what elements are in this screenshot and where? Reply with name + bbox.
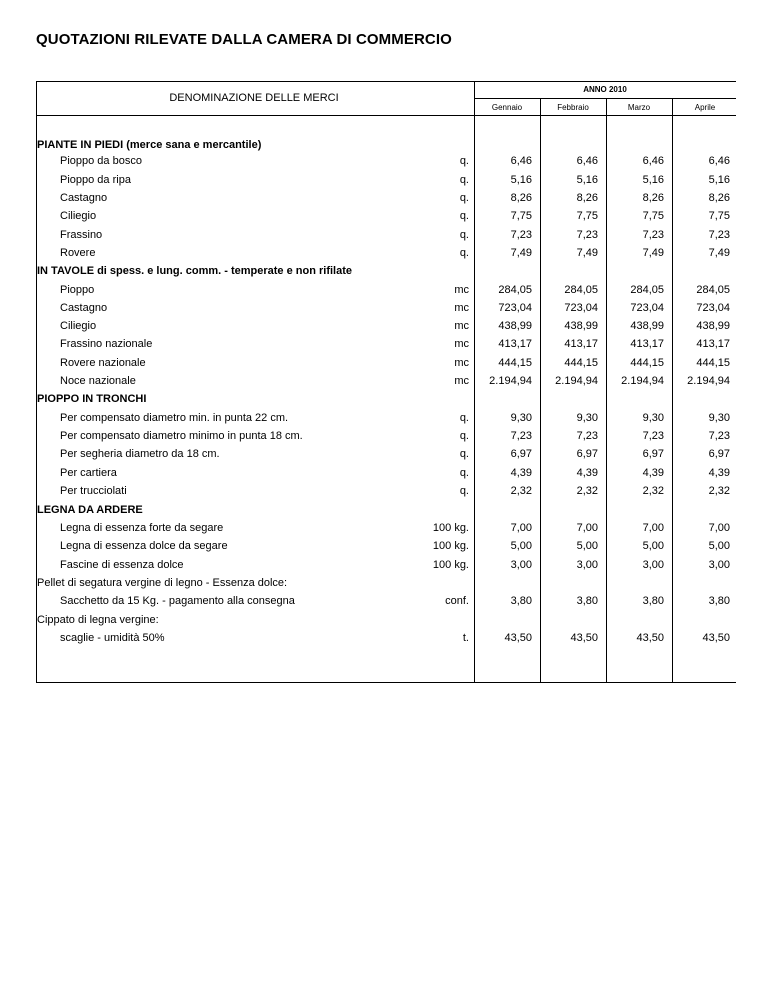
unit-cell: q. xyxy=(459,412,469,424)
table-row xyxy=(0,373,768,391)
value-marzo: 8,26 xyxy=(642,192,664,204)
value-gennaio: 6,46 xyxy=(510,155,532,167)
value-aprile: 7,23 xyxy=(708,229,730,241)
value-gennaio: 3,00 xyxy=(510,559,532,571)
table-row xyxy=(0,446,768,464)
table-row xyxy=(0,630,768,648)
item-label: Per compensato diametro minimo in punta 18 cm. xyxy=(60,430,303,442)
value-gennaio: 7,00 xyxy=(510,522,532,534)
table-row xyxy=(0,282,768,300)
section-row xyxy=(0,502,768,520)
value-marzo: 5,00 xyxy=(642,540,664,552)
unit-cell: 100 kg. xyxy=(432,522,469,534)
value-aprile: 7,75 xyxy=(708,210,730,222)
item-label: Rovere nazionale xyxy=(60,357,146,369)
value-gennaio: 9,30 xyxy=(510,412,532,424)
value-aprile: 7,49 xyxy=(708,247,730,259)
item-label: Per compensato diametro min. in punta 22 cm. xyxy=(60,412,289,424)
page-title: QUOTAZIONI RILEVATE DALLA CAMERA DI COMMERCIO xyxy=(36,31,452,48)
unit-cell: 100 kg. xyxy=(432,540,469,552)
value-febbraio: 413,17 xyxy=(564,338,598,350)
value-gennaio: 5,00 xyxy=(510,540,532,552)
value-marzo: 9,30 xyxy=(642,412,664,424)
item-label: Pellet di segatura vergine di legno - Essenza dolce: xyxy=(37,577,288,589)
value-febbraio: 3,80 xyxy=(576,595,598,607)
table-row xyxy=(0,318,768,336)
unit-cell: q. xyxy=(459,192,469,204)
value-marzo: 3,00 xyxy=(642,559,664,571)
value-febbraio: 2,32 xyxy=(576,485,598,497)
value-febbraio: 3,00 xyxy=(576,559,598,571)
value-febbraio: 8,26 xyxy=(576,192,598,204)
value-gennaio: 723,04 xyxy=(498,302,532,314)
value-febbraio: 723,04 xyxy=(564,302,598,314)
value-gennaio: 5,16 xyxy=(510,174,532,186)
value-gennaio: 43,50 xyxy=(504,632,532,644)
value-marzo: 7,00 xyxy=(642,522,664,534)
value-febbraio: 9,30 xyxy=(576,412,598,424)
item-label: Per cartiera xyxy=(60,467,117,479)
value-marzo: 444,15 xyxy=(630,357,664,369)
item-label: Legna di essenza dolce da segare xyxy=(60,540,228,552)
unit-cell: q. xyxy=(459,485,469,497)
value-gennaio: 3,80 xyxy=(510,595,532,607)
unit-cell: mc xyxy=(454,284,469,296)
value-gennaio: 7,23 xyxy=(510,430,532,442)
table-row xyxy=(0,300,768,318)
value-febbraio: 5,00 xyxy=(576,540,598,552)
value-marzo: 7,23 xyxy=(642,430,664,442)
value-aprile: 4,39 xyxy=(708,467,730,479)
item-label: Fascine di essenza dolce xyxy=(60,559,184,571)
denomination-header: DENOMINAZIONE DELLE MERCI xyxy=(169,92,339,104)
value-gennaio: 2.194,94 xyxy=(489,375,532,387)
value-marzo: 438,99 xyxy=(630,320,664,332)
value-aprile: 2.194,94 xyxy=(687,375,730,387)
value-gennaio: 2,32 xyxy=(510,485,532,497)
item-label: Noce nazionale xyxy=(60,375,136,387)
value-aprile: 7,00 xyxy=(708,522,730,534)
value-febbraio: 7,00 xyxy=(576,522,598,534)
item-label: Castagno xyxy=(60,302,108,314)
section-title: IN TAVOLE di spess. e lung. comm. - temperate e non rifilate xyxy=(37,265,352,277)
item-label: Frassino nazionale xyxy=(60,338,153,350)
value-aprile: 3,80 xyxy=(708,595,730,607)
table-row xyxy=(0,336,768,354)
item-label: Castagno xyxy=(60,192,108,204)
value-gennaio: 284,05 xyxy=(498,284,532,296)
unit-cell: mc xyxy=(454,338,469,350)
value-gennaio: 4,39 xyxy=(510,467,532,479)
section-title: PIANTE IN PIEDI (merce sana e mercantile) xyxy=(37,139,262,151)
table-row xyxy=(0,557,768,575)
year-header: ANNO 2010 xyxy=(583,85,627,94)
unit-cell: q. xyxy=(459,448,469,460)
value-marzo: 413,17 xyxy=(630,338,664,350)
value-febbraio: 7,23 xyxy=(576,229,598,241)
value-febbraio: 6,46 xyxy=(576,155,598,167)
table-row xyxy=(0,428,768,446)
table-row xyxy=(0,355,768,373)
value-gennaio: 8,26 xyxy=(510,192,532,204)
value-febbraio: 5,16 xyxy=(576,174,598,186)
value-marzo: 6,46 xyxy=(642,155,664,167)
section-title: PIOPPO IN TRONCHI xyxy=(37,393,147,405)
value-aprile: 5,16 xyxy=(708,174,730,186)
value-gennaio: 438,99 xyxy=(498,320,532,332)
value-aprile: 7,23 xyxy=(708,430,730,442)
value-aprile: 2,32 xyxy=(708,485,730,497)
value-febbraio: 284,05 xyxy=(564,284,598,296)
table-row xyxy=(0,245,768,263)
unit-cell: q. xyxy=(459,155,469,167)
year-separator xyxy=(474,98,736,99)
value-marzo: 284,05 xyxy=(630,284,664,296)
value-marzo: 7,23 xyxy=(642,229,664,241)
table-row xyxy=(0,208,768,226)
unit-cell: mc xyxy=(454,375,469,387)
value-gennaio: 444,15 xyxy=(498,357,532,369)
month-header-aprile: Aprile xyxy=(694,103,716,112)
value-aprile: 413,17 xyxy=(696,338,730,350)
unit-cell: 100 kg. xyxy=(432,559,469,571)
month-header-febbraio: Febbraio xyxy=(557,103,589,112)
value-febbraio: 444,15 xyxy=(564,357,598,369)
item-label: Ciliegio xyxy=(60,210,97,222)
item-label: Legna di essenza forte da segare xyxy=(60,522,224,534)
value-febbraio: 4,39 xyxy=(576,467,598,479)
unit-cell: q. xyxy=(459,174,469,186)
value-febbraio: 7,49 xyxy=(576,247,598,259)
unit-cell: mc xyxy=(454,320,469,332)
unit-cell: q. xyxy=(459,210,469,222)
value-aprile: 438,99 xyxy=(696,320,730,332)
unit-cell: mc xyxy=(454,302,469,314)
item-label: Pioppo da ripa xyxy=(60,174,131,186)
item-label: Pioppo xyxy=(60,284,95,296)
value-marzo: 43,50 xyxy=(636,632,664,644)
value-aprile: 43,50 xyxy=(702,632,730,644)
section-row xyxy=(0,391,768,409)
value-aprile: 5,00 xyxy=(708,540,730,552)
value-gennaio: 413,17 xyxy=(498,338,532,350)
table-row xyxy=(0,465,768,483)
table-row xyxy=(0,593,768,611)
value-marzo: 3,80 xyxy=(642,595,664,607)
unit-cell: t. xyxy=(462,632,469,644)
item-label: Pioppo da bosco xyxy=(60,155,142,167)
value-aprile: 3,00 xyxy=(708,559,730,571)
value-gennaio: 7,75 xyxy=(510,210,532,222)
month-header-marzo: Marzo xyxy=(627,103,651,112)
table-row xyxy=(0,520,768,538)
item-label: Sacchetto da 15 Kg. - pagamento alla consegna xyxy=(60,595,295,607)
value-marzo: 2.194,94 xyxy=(621,375,664,387)
unit-cell: q. xyxy=(459,229,469,241)
value-marzo: 7,49 xyxy=(642,247,664,259)
value-gennaio: 6,97 xyxy=(510,448,532,460)
value-febbraio: 438,99 xyxy=(564,320,598,332)
value-aprile: 9,30 xyxy=(708,412,730,424)
table-row xyxy=(0,538,768,556)
value-gennaio: 7,49 xyxy=(510,247,532,259)
unit-cell: q. xyxy=(459,430,469,442)
item-label: Frassino xyxy=(60,229,103,241)
item-label: Rovere xyxy=(60,247,96,259)
subheading-row xyxy=(0,575,768,593)
item-label: Ciliegio xyxy=(60,320,97,332)
value-aprile: 6,46 xyxy=(708,155,730,167)
header-separator xyxy=(36,115,736,116)
unit-cell: conf. xyxy=(445,595,469,607)
value-gennaio: 7,23 xyxy=(510,229,532,241)
value-febbraio: 6,97 xyxy=(576,448,598,460)
value-aprile: 284,05 xyxy=(696,284,730,296)
unit-cell: q. xyxy=(459,247,469,259)
value-marzo: 7,75 xyxy=(642,210,664,222)
table-row xyxy=(0,483,768,501)
value-aprile: 8,26 xyxy=(708,192,730,204)
unit-cell: q. xyxy=(459,467,469,479)
value-marzo: 6,97 xyxy=(642,448,664,460)
item-label: scaglie - umidità 50% xyxy=(60,632,165,644)
unit-cell: mc xyxy=(454,357,469,369)
section-title: LEGNA DA ARDERE xyxy=(37,504,143,516)
table-row xyxy=(0,227,768,245)
value-febbraio: 43,50 xyxy=(570,632,598,644)
item-label: Cippato di legna vergine: xyxy=(37,614,159,626)
value-aprile: 6,97 xyxy=(708,448,730,460)
table-row xyxy=(0,153,768,171)
value-aprile: 444,15 xyxy=(696,357,730,369)
value-febbraio: 2.194,94 xyxy=(555,375,598,387)
table-row xyxy=(0,410,768,428)
value-febbraio: 7,75 xyxy=(576,210,598,222)
value-febbraio: 7,23 xyxy=(576,430,598,442)
value-marzo: 4,39 xyxy=(642,467,664,479)
table-row xyxy=(0,172,768,190)
value-aprile: 723,04 xyxy=(696,302,730,314)
table-row xyxy=(0,190,768,208)
value-marzo: 723,04 xyxy=(630,302,664,314)
item-label: Per trucciolati xyxy=(60,485,127,497)
section-row xyxy=(0,263,768,281)
item-label: Per segheria diametro da 18 cm. xyxy=(60,448,220,460)
value-marzo: 2,32 xyxy=(642,485,664,497)
month-header-gennaio: Gennaio xyxy=(491,103,523,112)
value-marzo: 5,16 xyxy=(642,174,664,186)
subheading-row xyxy=(0,612,768,630)
